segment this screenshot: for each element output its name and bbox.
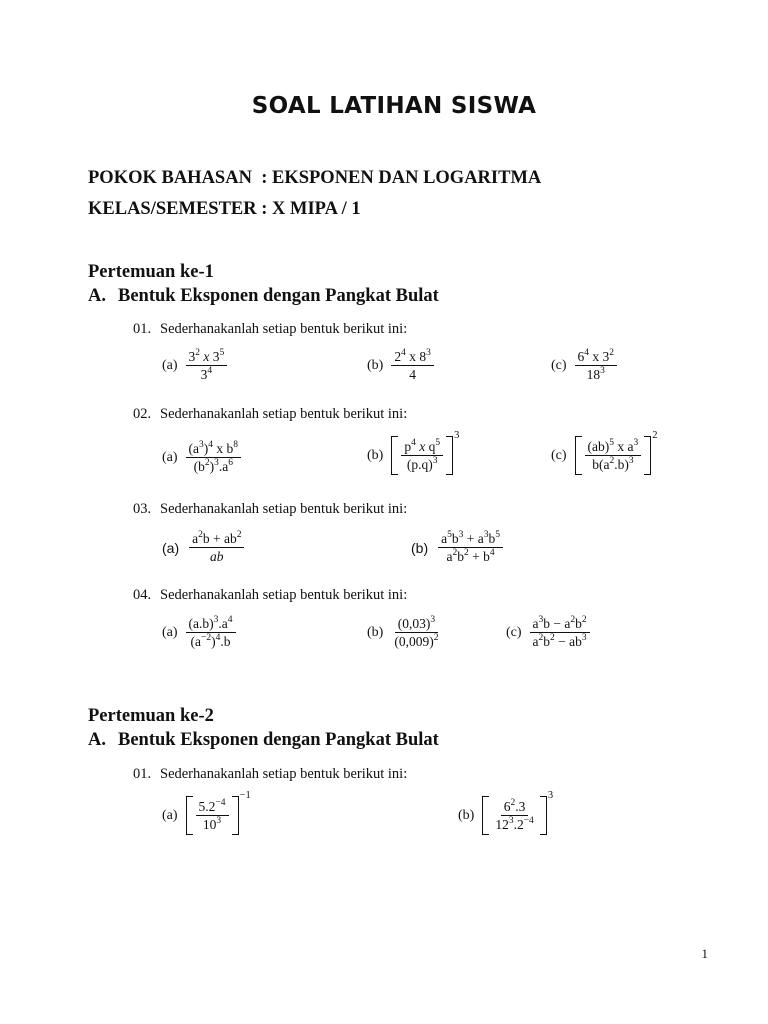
meeting-2-heading: Pertemuan ke-2 — [88, 706, 214, 726]
q2-item-a — [162, 440, 241, 475]
fraction: $\frac{(a.b)^3.a^4}{(a^{-2})^4.b}$ — [186, 615, 236, 650]
question-1 — [133, 321, 407, 338]
item-label: (a) — [162, 539, 180, 556]
item-label: (b) — [367, 447, 384, 463]
item-label: (c) — [506, 624, 522, 640]
item-label: (c) — [551, 447, 567, 463]
section-letter: A. — [88, 730, 106, 750]
fraction: $\frac{(a^3)^4 x b^8}{(b^2)^3.a^6}$ — [186, 440, 242, 475]
bracket-expression: $\frac{5.2^{-4}}{10^3}$ −1 — [186, 796, 251, 835]
class-value: X MIPA / 1 — [272, 199, 361, 219]
item-label: (c) — [551, 357, 567, 373]
question-2 — [133, 406, 407, 423]
bracket-expression: $\frac{6^2.3}{12^3.2^{-4}}$ 3 — [482, 796, 553, 835]
m2-q1-item-a — [162, 790, 251, 835]
item-label: (a) — [162, 449, 178, 465]
item-label: (a) — [162, 357, 178, 373]
bracket-expression: $\frac{(ab)^5 x a^3}{b(a^2.b)^3}$ 2 — [575, 436, 658, 475]
q1-item-c — [551, 348, 617, 383]
section-title: Bentuk Eksponen dengan Pangkat Bulat — [118, 286, 439, 306]
question-number: 02. — [133, 406, 152, 422]
question-3 — [133, 501, 407, 518]
fraction: $\frac{a^5b^3 + a^3b^5}{a^2b^2 + b^4}$ — [438, 530, 503, 565]
item-label: (a) — [162, 807, 178, 823]
item-label: (b) — [367, 624, 384, 640]
bracket-expression: $\frac{p^4 x q^5}{(p.q)^3}$ 3 — [391, 436, 459, 475]
question-4 — [133, 587, 407, 604]
meeting-2-section — [88, 730, 439, 751]
q2-item-c — [551, 430, 658, 475]
fraction: $\frac{(0,03)^3}{(0,009)^2}$ — [394, 615, 439, 649]
section-letter: A. — [88, 286, 106, 306]
question-number: 01. — [133, 321, 152, 337]
question-number: 01. — [133, 766, 152, 782]
page-title: SOAL LATIHAN SISWA — [251, 93, 537, 119]
question-text: Sederhanakanlah setiap bentuk berikut ini: — [160, 766, 408, 782]
page-number: 1 — [701, 946, 708, 961]
m2-q1-item-b — [458, 790, 554, 835]
q4-item-c — [506, 615, 590, 650]
fraction: $\frac{a^3b - a^2b^2}{a^2b^2 - ab^3}$ — [530, 615, 590, 650]
q3-item-a — [162, 530, 244, 565]
meeting-1-section — [88, 286, 439, 307]
m2-question-1 — [133, 766, 407, 783]
question-number: 03. — [133, 501, 152, 517]
topic-value: EKSPONEN DAN LOGARITMA — [271, 168, 542, 188]
item-label: (b) — [411, 539, 429, 556]
q2-item-b — [367, 430, 460, 475]
topic-key: POKOK BAHASAN : — [88, 168, 268, 188]
class-key: KELAS/SEMESTER : — [88, 199, 268, 219]
topic-line — [88, 168, 541, 189]
question-text: Sederhanakanlah setiap bentuk berikut ini: — [160, 406, 408, 422]
q1-item-b — [367, 348, 434, 383]
item-label: (b) — [458, 807, 475, 823]
q1-item-a — [162, 348, 227, 383]
q4-item-b — [367, 615, 441, 650]
fraction: $\frac{2^4 x 8^3}{4}$ — [391, 348, 434, 383]
meeting-1-heading: Pertemuan ke-1 — [88, 262, 214, 282]
question-number: 04. — [133, 587, 152, 603]
fraction: $\frac{6^4 x 3^2}{18^3}$ — [575, 348, 618, 383]
question-text: Sederhanakanlah setiap bentuk berikut ini: — [160, 321, 408, 337]
fraction: $\frac{3^2 x 3^5}{3^4}$ — [186, 348, 228, 383]
section-title: Bentuk Eksponen dengan Pangkat Bulat — [118, 730, 439, 750]
q4-item-a — [162, 615, 236, 650]
fraction: $\frac{a^2b + ab^2}{ab}$ — [189, 530, 244, 565]
q3-item-b — [411, 530, 503, 565]
question-text: Sederhanakanlah setiap bentuk berikut ini: — [160, 587, 408, 603]
item-label: (b) — [367, 357, 384, 373]
class-line — [88, 199, 361, 220]
item-label: (a) — [162, 624, 178, 640]
question-text: Sederhanakanlah setiap bentuk berikut ini: — [160, 501, 408, 517]
